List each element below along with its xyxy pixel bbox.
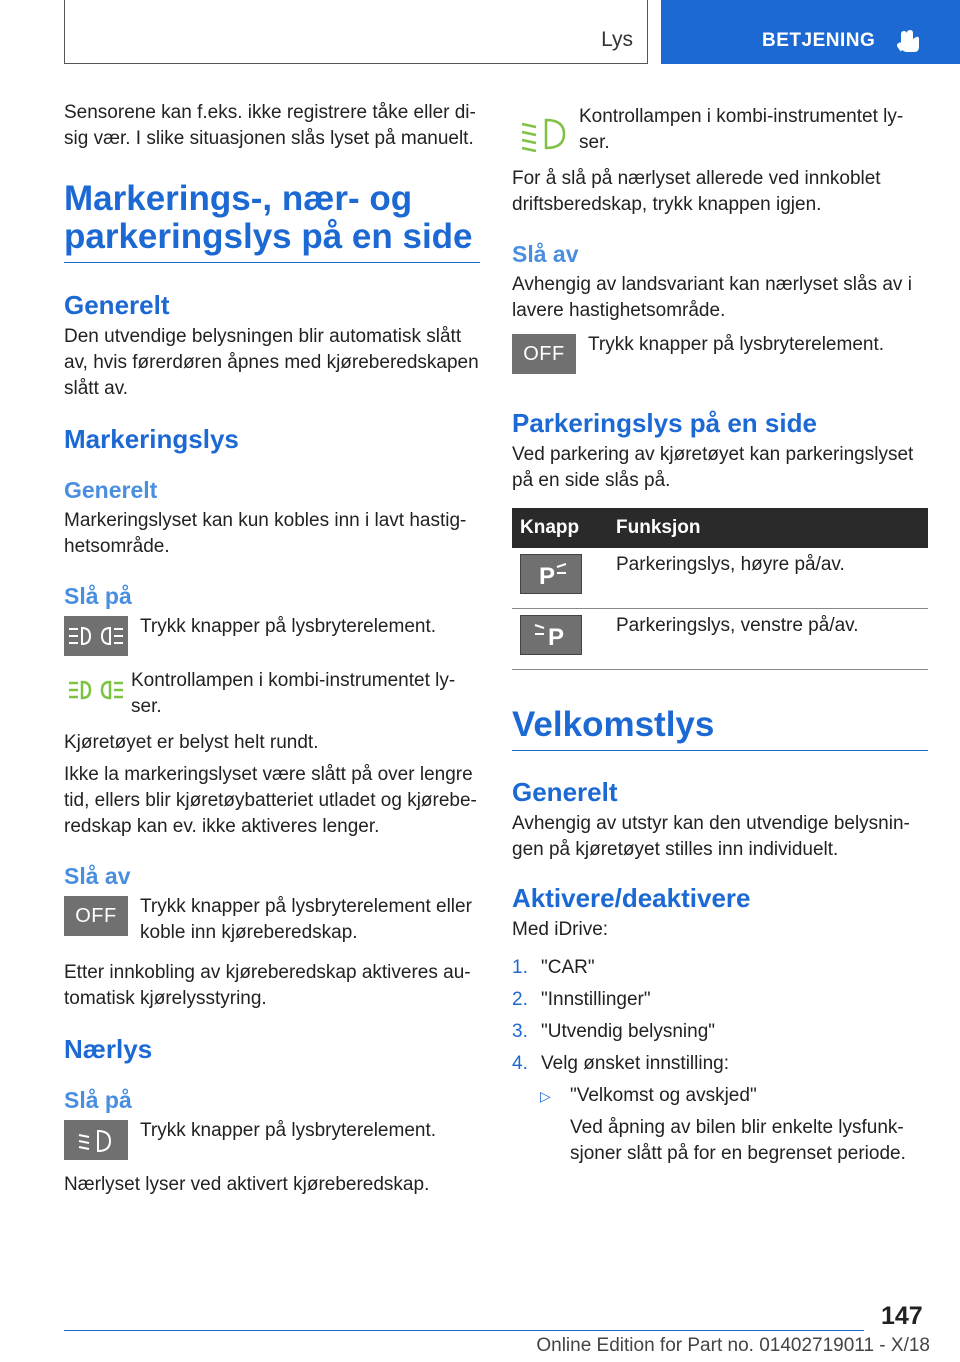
header-chapter-title: BETJENING [762,30,876,51]
markeringslys-slaa-paa-heading: Slå på [64,583,132,609]
markeringslys-heading: Markeringslys [64,424,239,454]
sub-list-item [540,1083,928,1167]
low-beam-indicator-icon [512,104,576,160]
aktivere-heading: Aktivere/deaktivere [512,883,751,913]
step-number: 2. [512,989,528,1010]
intro-paragraph: Sensorene kan f.eks. ikke registrere tåke eller di-sig vær. I slike situasjonen slås lyset på manuelt. [64,102,476,149]
parkering-paragraph: Ved parkering av kjøretøyet kan parkeringslyset på en side slås på. [512,444,914,491]
step-text: "Utvendig belysning" [541,1021,716,1042]
markeringslys-button-row [64,614,480,654]
naerlys-innkoblet-text: For å slå på nærlyset allerede ved innkoblet driftsberedskap, trykk knappen igjen. [512,168,881,215]
parking-light-right-icon [520,554,582,594]
med-idrive-text: Med iDrive: [512,919,609,940]
table-header-knapp: Knapp [512,508,608,548]
low-beam-button-icon [64,1120,128,1160]
sub-option-text: "Velkomst og avskjed" [570,1085,757,1106]
triangle-bullet-icon: ▷ [540,1088,551,1104]
side-lights-indicator-icon [64,668,128,712]
list-item [512,987,928,1013]
naerlys-off-row [512,332,928,372]
step-text: "Innstillinger" [541,989,651,1010]
naerlys-button-row [64,1118,480,1158]
table-cell-function: Parkeringslys, høyre på/av. [608,548,928,609]
right-column [512,100,928,1167]
table-header-funksjon: Funksjon [608,508,928,548]
generelt-heading: Generelt [64,290,170,320]
header-chapter-tab [661,0,960,64]
parking-lights-table [512,508,928,670]
left-column [64,100,480,1198]
parkering-heading: Parkeringslys på en side [512,408,817,438]
side-lights-button-icon [64,616,128,656]
naerlys-indicator-row [512,104,928,160]
table-cell-function: Parkeringslys, venstre på/av. [608,609,928,670]
parking-light-left-icon [520,615,582,655]
list-item [512,1051,928,1077]
step-number: 1. [512,957,528,978]
markeringslys-indicator-row [64,668,480,720]
header-section-box [64,0,648,64]
off-button-icon [512,334,576,374]
velkomstlys-generelt-heading: Generelt [512,777,618,807]
off-button-label: OFF [523,342,565,365]
naerlys-heading: Nærlys [64,1034,153,1064]
off-button-label: OFF [75,904,117,927]
markeringslys-kontroll-text: Kontrollampen i kombi-instrumentet ly-ser. [131,670,456,717]
svg-text:P: P [539,563,556,589]
main-section-title: Markerings-, nær- og parkeringslys på en side [64,180,480,263]
footer-edition-text: Online Edition for Part no. 01402719011 - X/18 [536,1335,930,1356]
steps-list [512,955,928,1167]
hand-pointer-icon [897,27,921,53]
velkomstlys-title: Velkomstlys [512,706,928,751]
markeringslys-off-row [64,894,480,946]
step-text: Velg ønsket innstilling: [541,1053,729,1074]
naerlys-off-text: Trykk knapper på lysbryterelement. [588,334,885,355]
markeringslys-generelt-paragraph: Markeringslyset kan kun kobles inn i lavt hastig-hetsområde. [64,510,467,557]
step-text: "CAR" [541,957,595,978]
svg-text:P: P [548,624,565,650]
naerlys-slaa-av-heading: Slå av [512,241,579,267]
table-header-row [512,508,928,548]
header-section-title: Lys [601,28,633,51]
table-row [512,609,928,670]
markeringslys-generelt-heading: Generelt [64,477,158,503]
markeringslys-belyst-text: Kjøretøyet er belyst helt rundt. [64,732,319,753]
naerlys-lyser-text: Nærlyset lyser ved aktivert kjøreberedskap. [64,1174,430,1195]
generelt-paragraph: Den utvendige belysningen blir automatisk slått av, hvis førerdøren åpnes med kjøreberedskapen slått av. [64,326,479,399]
velkomstlys-generelt-text: Avhengig av utstyr kan den utvendige belysnin-gen på kjøretøyet stilles inn individuelt. [512,813,910,860]
sub-option-description: Ved åpning av bilen blir enkelte lysfunk-sjoner slått på for en begrenset periode. [570,1117,906,1164]
page-number: 147 [881,1302,923,1330]
step-number: 3. [512,1021,528,1042]
naerlys-slaa-paa-heading: Slå på [64,1087,132,1113]
markeringslys-warning-text: Ikke la markeringslyset være slått på over lengre tid, ellers blir kjøretøybatteriet utladet og kjørebe-redskap kan ev. ikke aktiveres lenger. [64,764,477,837]
markeringslys-etter-text: Etter innkobling av kjøreberedskap aktiveres au-tomatisk kjørelysstyring. [64,962,471,1009]
markeringslys-slaa-paa-text: Trykk knapper på lysbryterelement. [140,616,437,637]
naerlys-slaa-paa-text: Trykk knapper på lysbryterelement. [140,1120,437,1141]
markeringslys-slaa-av-heading: Slå av [64,863,131,889]
list-item [512,955,928,981]
table-row [512,548,928,609]
off-button-icon [64,896,128,936]
naerlys-slaa-av-text: Avhengig av landsvariant kan nærlyset slås av i lavere hastighetsområde. [512,274,912,321]
footer-divider [64,1330,864,1331]
markeringslys-slaa-av-text: Trykk knapper på lysbryterelement eller koble inn kjøreberedskap. [140,896,472,943]
step-number: 4. [512,1053,528,1074]
list-item [512,1019,928,1045]
naerlys-kontroll-text: Kontrollampen i kombi-instrumentet ly-ser. [579,106,904,153]
